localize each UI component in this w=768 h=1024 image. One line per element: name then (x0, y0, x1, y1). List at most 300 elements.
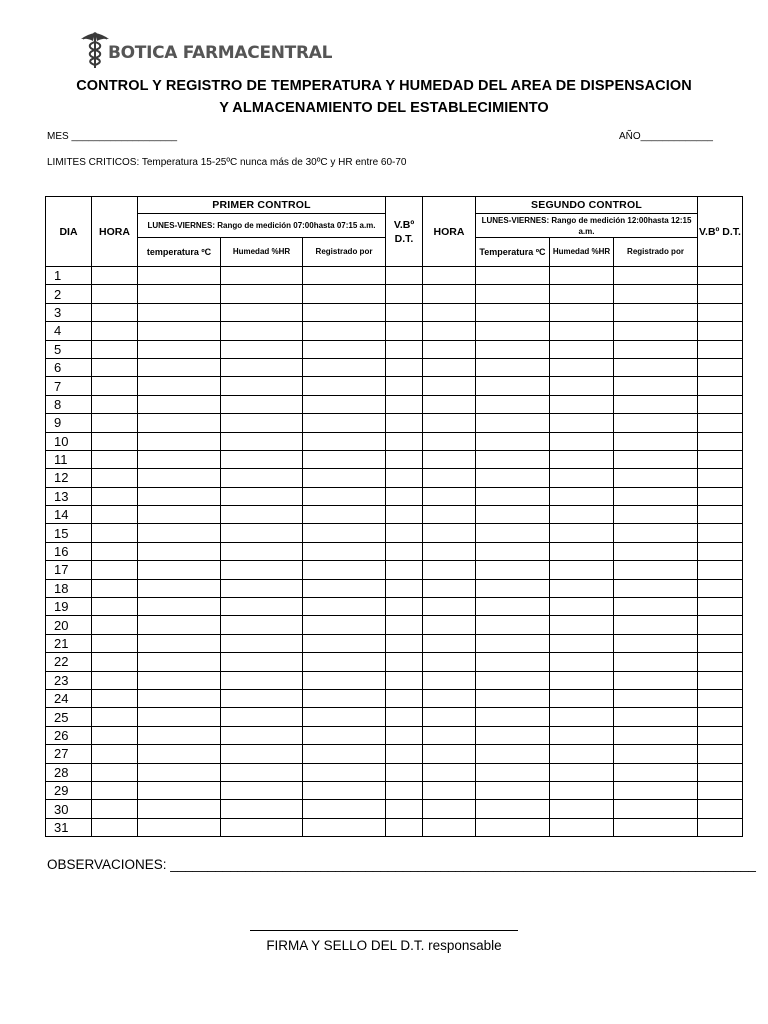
entry-cell[interactable] (92, 303, 138, 321)
entry-cell[interactable] (476, 506, 550, 524)
entry-cell[interactable] (550, 267, 614, 285)
entry-cell[interactable] (303, 358, 386, 376)
entry-cell[interactable] (476, 653, 550, 671)
entry-cell[interactable] (303, 303, 386, 321)
signature-line[interactable] (250, 930, 518, 931)
entry-cell[interactable] (303, 726, 386, 744)
entry-cell[interactable] (92, 506, 138, 524)
entry-cell[interactable] (476, 671, 550, 689)
entry-cell[interactable] (698, 267, 743, 285)
entry-cell[interactable] (476, 598, 550, 616)
entry-cell[interactable] (476, 414, 550, 432)
entry-cell[interactable] (138, 542, 221, 560)
entry-cell[interactable] (138, 561, 221, 579)
entry-cell[interactable] (92, 689, 138, 707)
entry-cell[interactable] (221, 616, 303, 634)
entry-cell[interactable] (92, 432, 138, 450)
entry-cell[interactable] (476, 377, 550, 395)
entry-cell[interactable] (221, 689, 303, 707)
entry-cell[interactable] (550, 542, 614, 560)
entry-cell[interactable] (550, 671, 614, 689)
entry-cell[interactable] (138, 763, 221, 781)
entry-cell[interactable] (221, 763, 303, 781)
entry-cell[interactable] (550, 689, 614, 707)
entry-cell[interactable] (550, 653, 614, 671)
entry-cell[interactable] (423, 726, 476, 744)
entry-cell[interactable] (386, 745, 423, 763)
entry-cell[interactable] (138, 450, 221, 468)
entry-cell[interactable] (92, 745, 138, 763)
entry-cell[interactable] (303, 616, 386, 634)
entry-cell[interactable] (476, 579, 550, 597)
entry-cell[interactable] (423, 450, 476, 468)
entry-cell[interactable] (92, 671, 138, 689)
entry-cell[interactable] (92, 561, 138, 579)
entry-cell[interactable] (138, 524, 221, 542)
entry-cell[interactable] (221, 303, 303, 321)
entry-cell[interactable] (423, 689, 476, 707)
entry-cell[interactable] (698, 745, 743, 763)
entry-cell[interactable] (303, 818, 386, 836)
entry-cell[interactable] (221, 377, 303, 395)
entry-cell[interactable] (698, 616, 743, 634)
anio-field[interactable]: AÑO_____________ (619, 131, 713, 142)
entry-cell[interactable] (614, 267, 698, 285)
entry-cell[interactable] (614, 340, 698, 358)
entry-cell[interactable] (698, 579, 743, 597)
entry-cell[interactable] (550, 818, 614, 836)
entry-cell[interactable] (698, 781, 743, 799)
entry-cell[interactable] (303, 267, 386, 285)
entry-cell[interactable] (476, 763, 550, 781)
entry-cell[interactable] (221, 340, 303, 358)
entry-cell[interactable] (303, 450, 386, 468)
entry-cell[interactable] (614, 469, 698, 487)
entry-cell[interactable] (423, 377, 476, 395)
entry-cell[interactable] (476, 285, 550, 303)
entry-cell[interactable] (423, 487, 476, 505)
entry-cell[interactable] (614, 708, 698, 726)
entry-cell[interactable] (221, 506, 303, 524)
entry-cell[interactable] (386, 322, 423, 340)
entry-cell[interactable] (614, 561, 698, 579)
entry-cell[interactable] (386, 598, 423, 616)
entry-cell[interactable] (698, 598, 743, 616)
entry-cell[interactable] (476, 524, 550, 542)
entry-cell[interactable] (303, 800, 386, 818)
entry-cell[interactable] (138, 395, 221, 413)
entry-cell[interactable] (698, 708, 743, 726)
entry-cell[interactable] (698, 506, 743, 524)
entry-cell[interactable] (423, 781, 476, 799)
entry-cell[interactable] (614, 506, 698, 524)
entry-cell[interactable] (698, 450, 743, 468)
entry-cell[interactable] (423, 579, 476, 597)
entry-cell[interactable] (221, 487, 303, 505)
entry-cell[interactable] (698, 395, 743, 413)
entry-cell[interactable] (386, 395, 423, 413)
entry-cell[interactable] (698, 358, 743, 376)
entry-cell[interactable] (221, 726, 303, 744)
entry-cell[interactable] (138, 506, 221, 524)
entry-cell[interactable] (386, 377, 423, 395)
entry-cell[interactable] (221, 598, 303, 616)
entry-cell[interactable] (550, 414, 614, 432)
entry-cell[interactable] (303, 561, 386, 579)
entry-cell[interactable] (386, 781, 423, 799)
entry-cell[interactable] (614, 763, 698, 781)
entry-cell[interactable] (614, 653, 698, 671)
entry-cell[interactable] (476, 634, 550, 652)
entry-cell[interactable] (386, 469, 423, 487)
entry-cell[interactable] (550, 506, 614, 524)
entry-cell[interactable] (386, 340, 423, 358)
entry-cell[interactable] (423, 653, 476, 671)
entry-cell[interactable] (550, 432, 614, 450)
entry-cell[interactable] (614, 781, 698, 799)
entry-cell[interactable] (614, 579, 698, 597)
entry-cell[interactable] (92, 322, 138, 340)
entry-cell[interactable] (92, 395, 138, 413)
entry-cell[interactable] (221, 579, 303, 597)
entry-cell[interactable] (138, 285, 221, 303)
entry-cell[interactable] (423, 542, 476, 560)
entry-cell[interactable] (138, 745, 221, 763)
entry-cell[interactable] (386, 285, 423, 303)
entry-cell[interactable] (476, 561, 550, 579)
entry-cell[interactable] (698, 377, 743, 395)
entry-cell[interactable] (698, 763, 743, 781)
entry-cell[interactable] (476, 358, 550, 376)
entry-cell[interactable] (221, 818, 303, 836)
entry-cell[interactable] (423, 561, 476, 579)
entry-cell[interactable] (221, 524, 303, 542)
entry-cell[interactable] (92, 598, 138, 616)
entry-cell[interactable] (550, 579, 614, 597)
entry-cell[interactable] (221, 653, 303, 671)
entry-cell[interactable] (476, 303, 550, 321)
entry-cell[interactable] (221, 432, 303, 450)
entry-cell[interactable] (92, 377, 138, 395)
entry-cell[interactable] (614, 432, 698, 450)
entry-cell[interactable] (221, 358, 303, 376)
entry-cell[interactable] (550, 708, 614, 726)
entry-cell[interactable] (423, 745, 476, 763)
entry-cell[interactable] (138, 322, 221, 340)
entry-cell[interactable] (221, 561, 303, 579)
entry-cell[interactable] (614, 395, 698, 413)
entry-cell[interactable] (550, 524, 614, 542)
entry-cell[interactable] (303, 745, 386, 763)
entry-cell[interactable] (386, 818, 423, 836)
entry-cell[interactable] (221, 322, 303, 340)
entry-cell[interactable] (698, 524, 743, 542)
entry-cell[interactable] (221, 634, 303, 652)
entry-cell[interactable] (423, 506, 476, 524)
entry-cell[interactable] (221, 542, 303, 560)
entry-cell[interactable] (92, 450, 138, 468)
entry-cell[interactable] (550, 781, 614, 799)
entry-cell[interactable] (221, 708, 303, 726)
entry-cell[interactable] (303, 579, 386, 597)
entry-cell[interactable] (423, 322, 476, 340)
entry-cell[interactable] (423, 303, 476, 321)
entry-cell[interactable] (221, 414, 303, 432)
entry-cell[interactable] (303, 708, 386, 726)
entry-cell[interactable] (550, 487, 614, 505)
entry-cell[interactable] (303, 340, 386, 358)
entry-cell[interactable] (698, 414, 743, 432)
entry-cell[interactable] (386, 653, 423, 671)
entry-cell[interactable] (476, 395, 550, 413)
entry-cell[interactable] (221, 781, 303, 799)
entry-cell[interactable] (303, 322, 386, 340)
entry-cell[interactable] (614, 745, 698, 763)
entry-cell[interactable] (221, 745, 303, 763)
entry-cell[interactable] (698, 542, 743, 560)
entry-cell[interactable] (550, 469, 614, 487)
entry-cell[interactable] (92, 267, 138, 285)
entry-cell[interactable] (423, 469, 476, 487)
entry-cell[interactable] (476, 745, 550, 763)
mes-field[interactable]: MES ___________________ (47, 131, 178, 142)
entry-cell[interactable] (303, 634, 386, 652)
entry-cell[interactable] (138, 781, 221, 799)
entry-cell[interactable] (614, 818, 698, 836)
entry-cell[interactable] (476, 689, 550, 707)
entry-cell[interactable] (138, 616, 221, 634)
entry-cell[interactable] (138, 689, 221, 707)
entry-cell[interactable] (303, 469, 386, 487)
entry-cell[interactable] (92, 579, 138, 597)
entry-cell[interactable] (423, 634, 476, 652)
entry-cell[interactable] (303, 689, 386, 707)
entry-cell[interactable] (423, 763, 476, 781)
entry-cell[interactable] (614, 377, 698, 395)
entry-cell[interactable] (614, 285, 698, 303)
entry-cell[interactable] (92, 708, 138, 726)
entry-cell[interactable] (92, 469, 138, 487)
entry-cell[interactable] (303, 671, 386, 689)
entry-cell[interactable] (550, 322, 614, 340)
entry-cell[interactable] (698, 322, 743, 340)
entry-cell[interactable] (698, 340, 743, 358)
entry-cell[interactable] (138, 487, 221, 505)
entry-cell[interactable] (550, 358, 614, 376)
entry-cell[interactable] (476, 542, 550, 560)
entry-cell[interactable] (221, 469, 303, 487)
entry-cell[interactable] (92, 542, 138, 560)
entry-cell[interactable] (138, 267, 221, 285)
entry-cell[interactable] (550, 450, 614, 468)
entry-cell[interactable] (386, 616, 423, 634)
entry-cell[interactable] (423, 708, 476, 726)
entry-cell[interactable] (550, 561, 614, 579)
entry-cell[interactable] (221, 267, 303, 285)
entry-cell[interactable] (614, 671, 698, 689)
entry-cell[interactable] (92, 358, 138, 376)
entry-cell[interactable] (698, 487, 743, 505)
entry-cell[interactable] (550, 340, 614, 358)
entry-cell[interactable] (386, 689, 423, 707)
entry-cell[interactable] (221, 671, 303, 689)
entry-cell[interactable] (92, 800, 138, 818)
entry-cell[interactable] (614, 689, 698, 707)
entry-cell[interactable] (614, 487, 698, 505)
entry-cell[interactable] (386, 267, 423, 285)
entry-cell[interactable] (550, 800, 614, 818)
entry-cell[interactable] (386, 726, 423, 744)
entry-cell[interactable] (386, 542, 423, 560)
entry-cell[interactable] (550, 285, 614, 303)
entry-cell[interactable] (476, 708, 550, 726)
entry-cell[interactable] (92, 763, 138, 781)
entry-cell[interactable] (423, 267, 476, 285)
entry-cell[interactable] (303, 653, 386, 671)
entry-cell[interactable] (303, 524, 386, 542)
entry-cell[interactable] (423, 432, 476, 450)
entry-cell[interactable] (138, 800, 221, 818)
entry-cell[interactable] (550, 616, 614, 634)
entry-cell[interactable] (614, 542, 698, 560)
entry-cell[interactable] (698, 689, 743, 707)
entry-cell[interactable] (138, 671, 221, 689)
observaciones-field[interactable]: OBSERVACIONES: ______________________________________________________________________________ (47, 857, 756, 872)
entry-cell[interactable] (303, 598, 386, 616)
entry-cell[interactable] (476, 340, 550, 358)
entry-cell[interactable] (386, 303, 423, 321)
entry-cell[interactable] (614, 616, 698, 634)
entry-cell[interactable] (698, 671, 743, 689)
entry-cell[interactable] (614, 450, 698, 468)
entry-cell[interactable] (138, 726, 221, 744)
entry-cell[interactable] (476, 726, 550, 744)
entry-cell[interactable] (423, 598, 476, 616)
entry-cell[interactable] (476, 469, 550, 487)
entry-cell[interactable] (221, 800, 303, 818)
entry-cell[interactable] (386, 671, 423, 689)
entry-cell[interactable] (614, 524, 698, 542)
entry-cell[interactable] (386, 763, 423, 781)
entry-cell[interactable] (138, 358, 221, 376)
entry-cell[interactable] (138, 653, 221, 671)
entry-cell[interactable] (92, 285, 138, 303)
entry-cell[interactable] (476, 616, 550, 634)
entry-cell[interactable] (614, 358, 698, 376)
entry-cell[interactable] (698, 818, 743, 836)
entry-cell[interactable] (386, 450, 423, 468)
entry-cell[interactable] (386, 579, 423, 597)
entry-cell[interactable] (92, 726, 138, 744)
entry-cell[interactable] (614, 800, 698, 818)
entry-cell[interactable] (221, 285, 303, 303)
entry-cell[interactable] (423, 358, 476, 376)
entry-cell[interactable] (423, 395, 476, 413)
entry-cell[interactable] (614, 634, 698, 652)
entry-cell[interactable] (303, 763, 386, 781)
entry-cell[interactable] (138, 377, 221, 395)
entry-cell[interactable] (423, 616, 476, 634)
entry-cell[interactable] (303, 377, 386, 395)
entry-cell[interactable] (423, 285, 476, 303)
entry-cell[interactable] (614, 598, 698, 616)
entry-cell[interactable] (92, 414, 138, 432)
entry-cell[interactable] (138, 634, 221, 652)
entry-cell[interactable] (92, 340, 138, 358)
entry-cell[interactable] (550, 726, 614, 744)
entry-cell[interactable] (550, 763, 614, 781)
entry-cell[interactable] (221, 450, 303, 468)
entry-cell[interactable] (92, 634, 138, 652)
entry-cell[interactable] (476, 322, 550, 340)
entry-cell[interactable] (550, 395, 614, 413)
entry-cell[interactable] (303, 542, 386, 560)
entry-cell[interactable] (476, 432, 550, 450)
entry-cell[interactable] (476, 450, 550, 468)
entry-cell[interactable] (698, 726, 743, 744)
entry-cell[interactable] (138, 432, 221, 450)
entry-cell[interactable] (423, 800, 476, 818)
entry-cell[interactable] (92, 616, 138, 634)
entry-cell[interactable] (698, 561, 743, 579)
entry-cell[interactable] (476, 267, 550, 285)
entry-cell[interactable] (303, 781, 386, 799)
entry-cell[interactable] (550, 377, 614, 395)
entry-cell[interactable] (476, 818, 550, 836)
entry-cell[interactable] (423, 524, 476, 542)
entry-cell[interactable] (614, 303, 698, 321)
entry-cell[interactable] (550, 598, 614, 616)
entry-cell[interactable] (698, 634, 743, 652)
entry-cell[interactable] (423, 818, 476, 836)
entry-cell[interactable] (386, 432, 423, 450)
entry-cell[interactable] (698, 285, 743, 303)
entry-cell[interactable] (92, 818, 138, 836)
entry-cell[interactable] (423, 671, 476, 689)
entry-cell[interactable] (386, 634, 423, 652)
entry-cell[interactable] (476, 781, 550, 799)
entry-cell[interactable] (92, 781, 138, 799)
entry-cell[interactable] (303, 285, 386, 303)
entry-cell[interactable] (476, 487, 550, 505)
entry-cell[interactable] (476, 800, 550, 818)
entry-cell[interactable] (550, 634, 614, 652)
entry-cell[interactable] (92, 487, 138, 505)
entry-cell[interactable] (386, 561, 423, 579)
entry-cell[interactable] (221, 395, 303, 413)
entry-cell[interactable] (386, 358, 423, 376)
entry-cell[interactable] (386, 414, 423, 432)
entry-cell[interactable] (698, 469, 743, 487)
entry-cell[interactable] (614, 414, 698, 432)
entry-cell[interactable] (303, 414, 386, 432)
entry-cell[interactable] (698, 432, 743, 450)
entry-cell[interactable] (698, 303, 743, 321)
entry-cell[interactable] (138, 340, 221, 358)
entry-cell[interactable] (138, 818, 221, 836)
entry-cell[interactable] (303, 432, 386, 450)
entry-cell[interactable] (138, 469, 221, 487)
entry-cell[interactable] (550, 745, 614, 763)
entry-cell[interactable] (303, 487, 386, 505)
entry-cell[interactable] (138, 303, 221, 321)
entry-cell[interactable] (386, 708, 423, 726)
entry-cell[interactable] (138, 708, 221, 726)
entry-cell[interactable] (303, 395, 386, 413)
entry-cell[interactable] (423, 414, 476, 432)
entry-cell[interactable] (386, 800, 423, 818)
entry-cell[interactable] (92, 524, 138, 542)
